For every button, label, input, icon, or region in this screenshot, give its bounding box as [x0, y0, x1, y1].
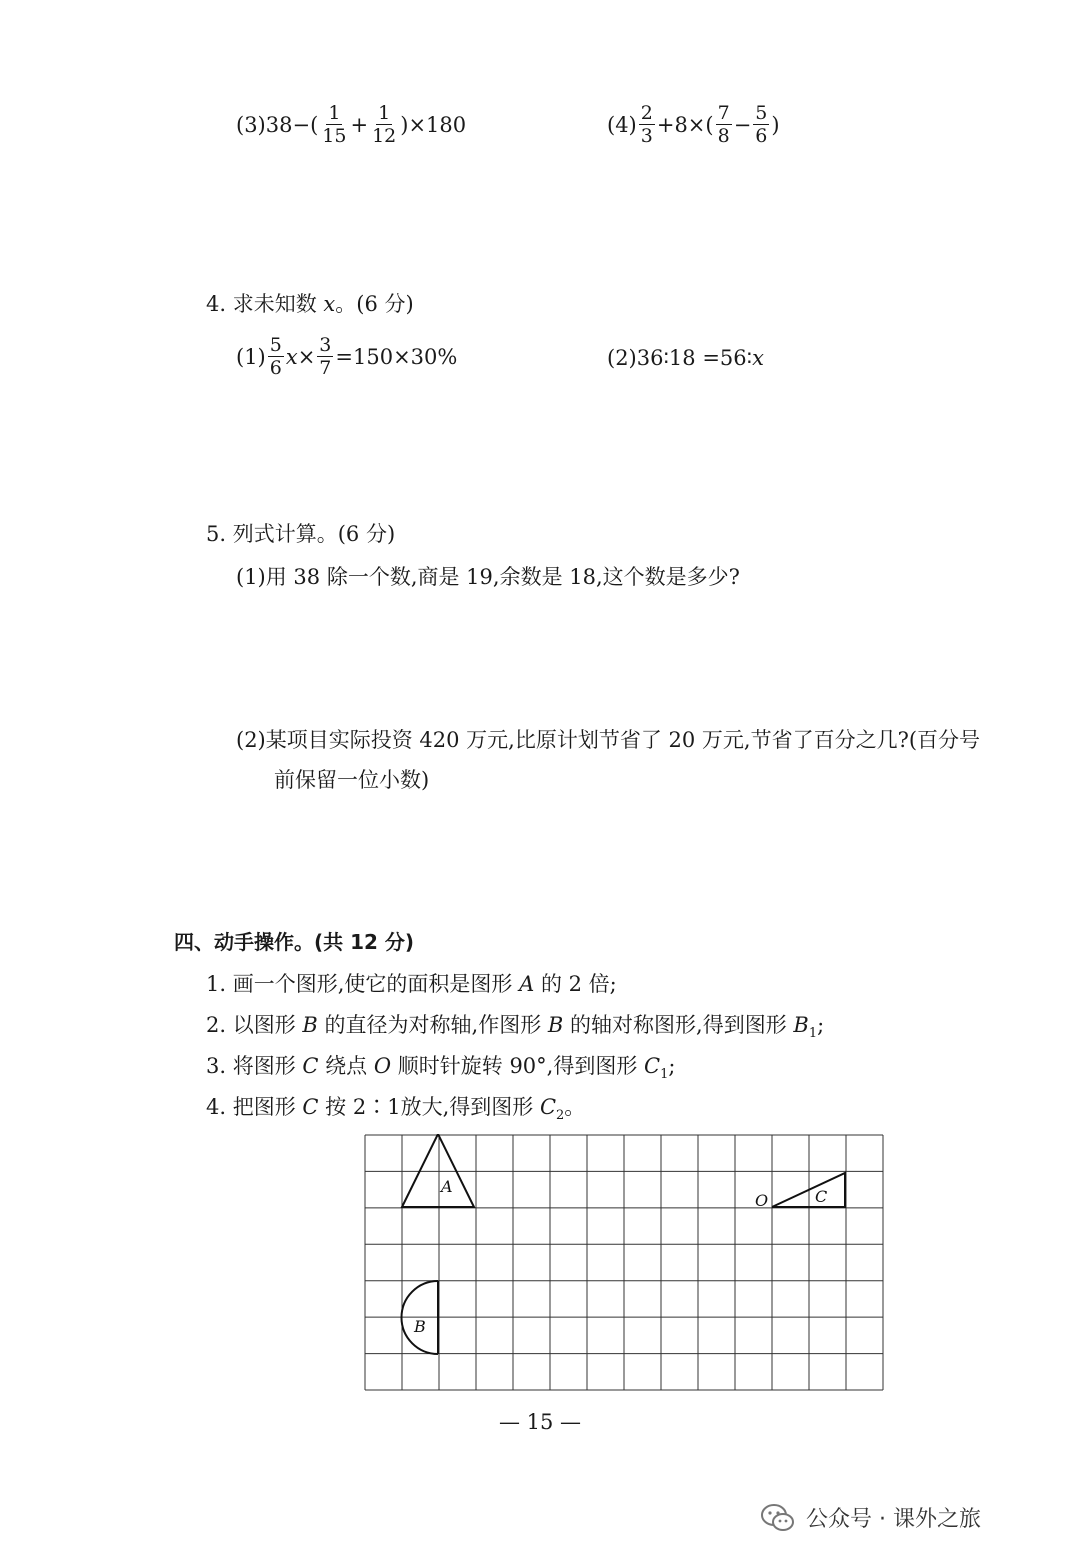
fraction: $\frac{7}{8}$: [717, 102, 730, 147]
equation-2: (2)36∶18 =56∶x: [607, 346, 764, 370]
expression-4: (4) $\frac{2}{3}$ +8×( $\frac{7}{8}$ − $\frac{5}{6}$ ): [607, 102, 780, 147]
equation-1: (1) $\frac{5}{6}$ x × $\frac{3}{7}$ =150×30%: [236, 334, 458, 379]
task-2: 2. 以图形 B 的直径为对称轴,作图形 B 的轴对称图形,得到图形 $B_1$;: [206, 1013, 825, 1041]
question-5-part-2-line-2: 前保留一位小数): [274, 768, 430, 792]
task-4: 4. 把图形 C 按 2∶1放大,得到图形 $C_2$。: [206, 1095, 586, 1123]
fraction: $\frac{5}{6}$: [755, 102, 768, 147]
label-o: O: [755, 1191, 769, 1210]
grid-lines: [365, 1135, 883, 1390]
footer-watermark: [760, 1502, 981, 1533]
fraction: $\frac{5}{6}$: [269, 334, 282, 379]
fraction: $\frac{1}{15}$: [322, 102, 347, 147]
task-1: 1. 画一个图形,使它的面积是图形 A 的 2 倍;: [206, 972, 617, 996]
question-5-part-2-line-1: (2)某项目实际投资 420 万元,比原计划节省了 20 万元,节省了百分之几?(百分号: [236, 728, 981, 752]
question-5-title: 5. 列式计算。(6 分): [206, 522, 396, 546]
triangle-a: [402, 1134, 474, 1207]
question-5-part-1: (1)用 38 除一个数,商是 19,余数是 18,这个数是多少?: [236, 565, 740, 589]
page-number: — 15 —: [498, 1410, 582, 1434]
fraction: $\frac{3}{7}$: [319, 334, 332, 379]
wechat-icon: [760, 1503, 796, 1533]
label-b: B: [414, 1317, 426, 1336]
question-4-title: 4. 求未知数 x。(6 分): [206, 292, 414, 316]
fraction: $\frac{1}{12}$: [372, 102, 397, 147]
drawing-grid: [363, 1134, 885, 1392]
fraction: $\frac{2}{3}$: [640, 102, 653, 147]
footer-text: 公众号 · 课外之旅: [806, 1507, 981, 1532]
label-a: A: [441, 1177, 453, 1196]
section-4-title: 四、动手操作。(共 12 分): [174, 930, 415, 954]
label-c: C: [815, 1187, 828, 1206]
task-3: 3. 将图形 C 绕点 O 顺时针旋转 90°,得到图形 $C_1$;: [206, 1054, 676, 1082]
expression-3: (3) 38 −( $\frac{1}{15}$ + $\frac{1}{12}$ )×180: [236, 102, 467, 147]
